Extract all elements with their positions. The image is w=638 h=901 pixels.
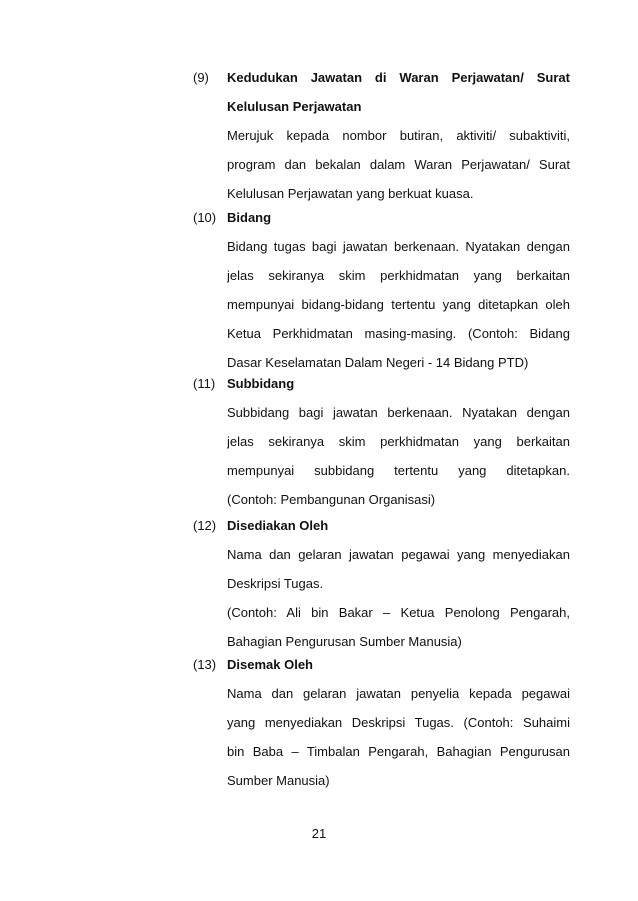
section-content [227, 369, 570, 514]
section-content [227, 650, 570, 795]
body-text-line: mempunyai bidang-bidang tertentu yang ditetapkan oleh [227, 297, 570, 312]
section-number: (11) [193, 376, 216, 391]
body-text-line: yang menyediakan Deskripsi Tugas. (Contoh: Suhaimi [227, 715, 570, 730]
body-text-line: Sumber Manusia) [227, 773, 330, 788]
body-text-line: Dasar Keselamatan Dalam Negeri - 14 Bidang PTD) [227, 355, 529, 370]
section-heading: Disediakan Oleh [227, 518, 329, 533]
body-text-line: program dan bekalan dalam Waran Perjawatan/ Surat [227, 157, 570, 172]
section-content [227, 203, 570, 377]
body-text-line: jelas sekiranya skim perkhidmatan yang berkaitan [227, 268, 570, 283]
section-number: (10) [193, 210, 217, 225]
body-text-line: Bidang tugas bagi jawatan berkenaan. Nyatakan dengan [227, 239, 570, 254]
section-number: (13) [193, 657, 217, 672]
section-content [227, 63, 570, 208]
section-heading: Subbidang [227, 376, 295, 391]
page-number: 21 [311, 826, 327, 841]
body-text-line: jelas sekiranya skim perkhidmatan yang berkaitan [227, 434, 570, 449]
body-text-line: Bahagian Pengurusan Sumber Manusia) [227, 634, 462, 649]
body-text-line: Nama dan gelaran jawatan pegawai yang menyediakan [227, 547, 570, 562]
body-text-line: bin Baba – Timbalan Pengarah, Bahagian Pengurusan [227, 744, 570, 759]
body-text-line: Subbidang bagi jawatan berkenaan. Nyatakan dengan [227, 405, 570, 420]
section-heading-line: Kelulusan Perjawatan [227, 99, 362, 114]
body-text-line: (Contoh: Ali bin Bakar – Ketua Penolong Pengarah, [227, 605, 570, 620]
section-heading: Bidang [227, 210, 272, 225]
section-heading: Disemak Oleh [227, 657, 313, 672]
body-text-line: (Contoh: Pembangunan Organisasi) [227, 492, 436, 507]
section-heading-line: Kedudukan Jawatan di Waran Perjawatan/ Surat [227, 70, 570, 85]
body-text-line: Nama dan gelaran jawatan penyelia kepada pegawai [227, 686, 570, 701]
body-text-line: Deskripsi Tugas. [227, 576, 324, 591]
section-number: (12) [193, 518, 217, 533]
body-text-line: Kelulusan Perjawatan yang berkuat kuasa. [227, 186, 474, 201]
body-text-line: mempunyai subbidang tertentu yang ditetapkan. [227, 463, 570, 478]
body-text-line: Merujuk kepada nombor butiran, aktiviti/ subaktiviti, [227, 128, 570, 143]
section-content [227, 511, 570, 656]
section-number: (9) [193, 70, 209, 85]
body-text-line: Ketua Perkhidmatan masing-masing. (Contoh: Bidang [227, 326, 570, 341]
